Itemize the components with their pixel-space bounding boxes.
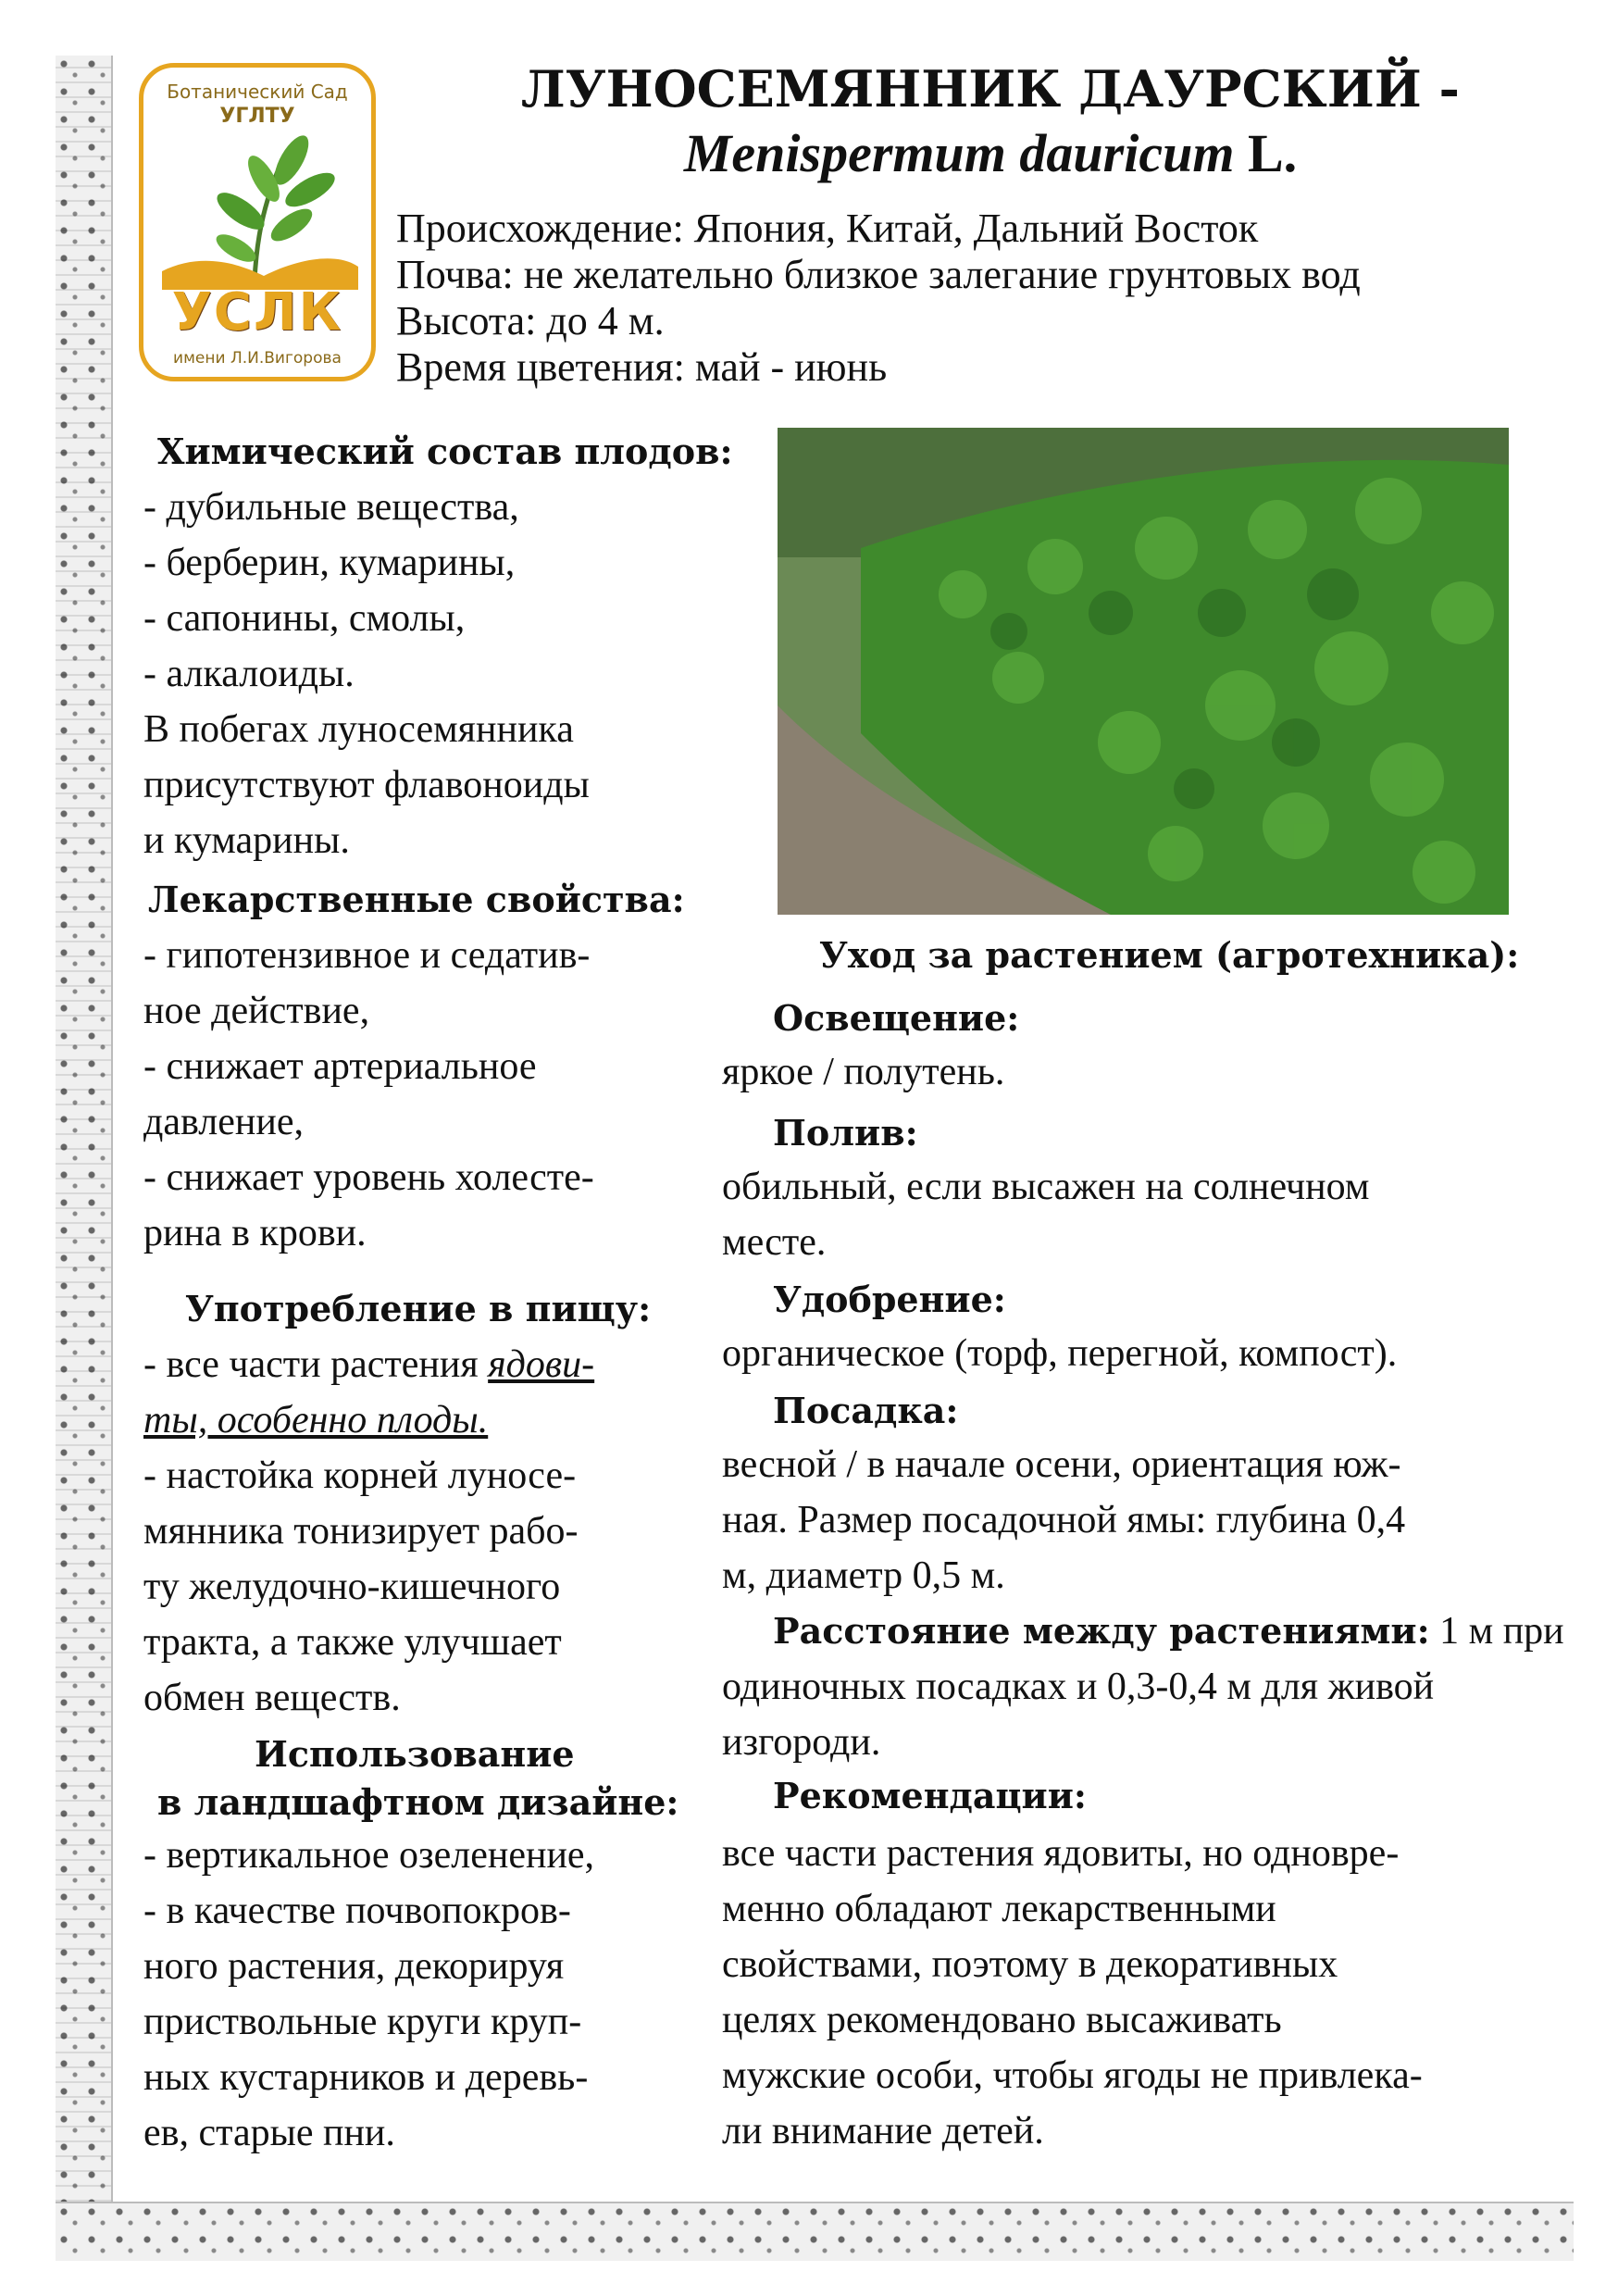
recommendations-line: мужские особи, чтобы ягоды не привлека- [722,2054,1423,2097]
latin-name-italic: Menispermum dauricum [683,123,1235,183]
chem-line: - алкалоиды. [143,653,355,695]
page-title: ЛУНОСЕМЯННИК ДАУРСКИЙ - [521,59,1460,119]
landscape-line: ев, старые пни. [143,2112,395,2154]
plant-photo [778,428,1509,915]
fertilizer-title: Удобрение: [773,1279,1006,1320]
ornamental-border-left [56,56,113,2259]
logo-mark-text: УСЛК [171,282,343,343]
chem-line: В побегах луносемянника [143,708,574,751]
logo-bottom-text: имени Л.И.Вигорова [173,349,342,368]
distance-line: одиночных посадках и 0,3-0,4 м для живой [722,1666,1435,1708]
recommendations-line: все части растения ядовиты, но одновре- [722,1832,1400,1875]
fertilizer-text: органическое (торф, перегной, компост). [722,1332,1398,1375]
latin-author: L. [1247,123,1298,183]
planting-line: м, диаметр 0,5 м. [722,1554,1005,1597]
landscape-line: ного растения, декорируя [143,1945,565,1988]
info-height: Высота: до 4 м. [396,298,665,343]
recommendations-line: свойствами, поэтому в декоративных [722,1943,1338,1986]
food-line-1-plain: - все части растения [143,1343,489,1386]
chem-line: присутствуют флавоноиды [143,764,590,806]
info-soil: Почва: не желательно близкое залегание грунтовых вод [396,252,1361,297]
planting-line: ная. Размер посадочной ямы: глубина 0,4 [722,1499,1406,1541]
recommendations-line: менно обладают лекарственными [722,1888,1276,1930]
planting-title: Посадка: [773,1390,959,1431]
water-line: обильный, если высажен на солнечном [722,1166,1370,1208]
med-line: ное действие, [143,990,370,1032]
light-text: яркое / полутень. [722,1051,1005,1093]
food-line: обмен веществ. [143,1677,401,1719]
recommendations-line: целях рекомендовано высаживать [722,1999,1282,2041]
food-line: мянника тонизирует рабо- [143,1510,579,1553]
landscape-line: ных кустарников и деревь- [143,2056,589,2099]
vine-wall-image [778,428,1509,915]
chem-line: и кумарины. [143,819,350,862]
chem-line: - берберин, кумарины, [143,542,516,584]
chem-line: - сапонины, смолы, [143,597,466,640]
landscape-title-2: в ландшафтном дизайне: [157,1781,679,1823]
latin-name [407,122,1574,185]
care-title: Уход за растением (агротехника): [819,934,1520,976]
logo-top-text: Ботанический Сад [167,81,348,103]
left-column [143,424,736,2161]
landscape-line: - в качестве почвопокров- [143,1890,571,1932]
landscape-line: приствольные круги круп- [143,2001,582,2043]
ornamental-border-bottom [56,2202,1574,2261]
med-line: - снижает артериальное [143,1045,537,1088]
chem-title: Химический состав плодов: [157,430,733,472]
food-line-2-underlined: ты, особенно плоды. [143,1399,489,1441]
food-title: Употребление в пищу: [185,1288,652,1329]
recommendations-title: Рекомендации: [773,1775,1087,1816]
light-title: Освещение: [773,997,1020,1039]
food-line: ту желудочно-кишечного [143,1566,561,1608]
landscape-title-1: Использование [255,1733,575,1775]
food-line-1-underlined: ядови- [488,1343,595,1386]
med-line: - снижает уровень холесте- [143,1156,594,1199]
med-line: рина в крови. [143,1212,367,1254]
food-line: тракта, а также улучшает [143,1621,562,1664]
botanical-garden-logo [139,63,376,381]
distance-title: Расстояние между растениями: [773,1610,1430,1652]
planting-line: весной / в начале осени, ориентация юж- [722,1443,1401,1486]
med-line: давление, [143,1101,304,1143]
med-line: - гипотензивное и седатив- [143,934,591,977]
water-title: Полив: [773,1112,918,1154]
food-line-2 [143,1392,736,1448]
distance-line: изгороди. [722,1721,881,1764]
med-title: Лекарственные свойства: [148,879,685,920]
recommendations-line: ли внимание детей. [722,2110,1044,2152]
distance-inline: 1 м при [1429,1610,1564,1653]
landscape-line: - вертикальное озеленение, [143,1834,595,1877]
plant-info [396,206,1599,391]
info-origin: Происхождение: Япония, Китай, Дальний Восток [396,206,1259,251]
right-column [722,926,1574,2159]
food-line: - настойка корней луносе- [143,1454,577,1497]
chem-line: - дубильные вещества, [143,486,519,529]
logo-sub-text: УГЛТУ [219,105,295,128]
distance-line-1 [722,1603,1574,1659]
plant-in-hands-icon [153,132,362,290]
food-line-1 [143,1337,736,1392]
water-line: месте. [722,1221,827,1264]
info-bloom: Время цветения: май - июнь [396,344,888,390]
